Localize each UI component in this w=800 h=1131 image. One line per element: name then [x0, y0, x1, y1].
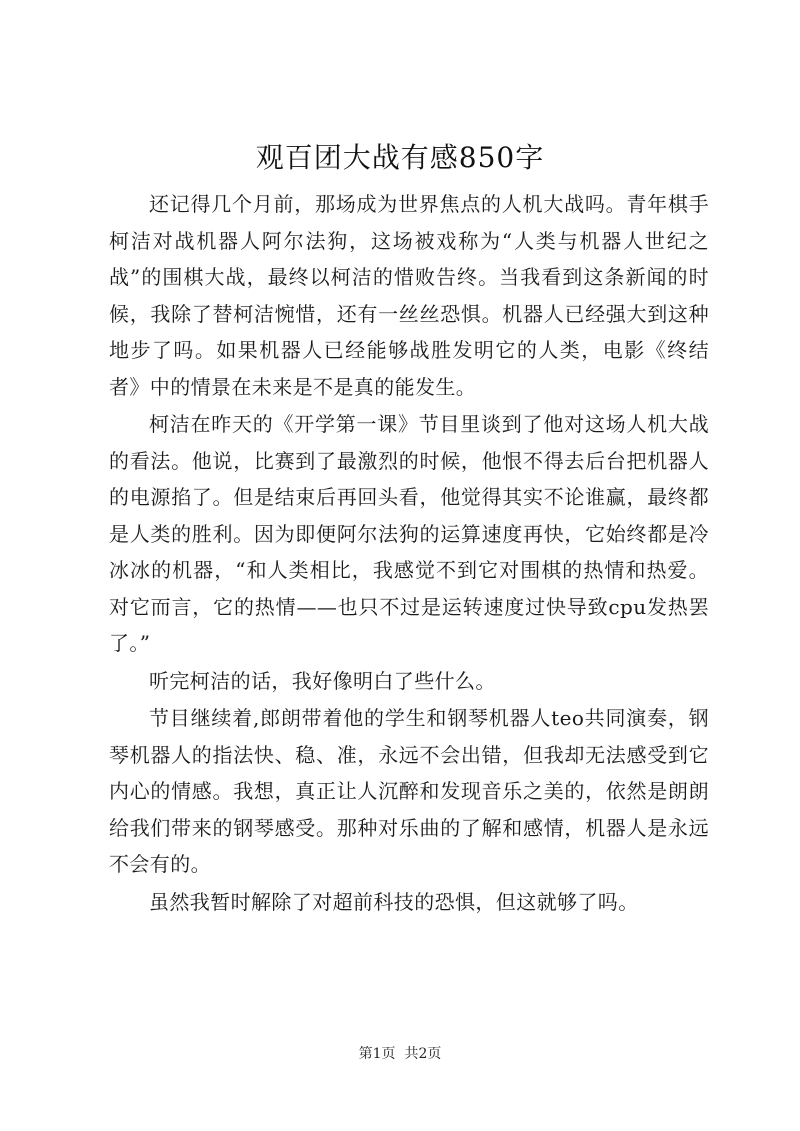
paragraph: 柯洁在昨天的《开学第一课》节目里谈到了他对这场人机大战的看法。他说，比赛到了最激烈的时候，他恨不得去后台把机器人的电源掐了。但是结束后再回头看，他觉得其实不论谁赢，最终都是人类的胜利。因为即便阿尔法狗的运算速度再快，它始终都是冷冰冰的机器，“和人类相比，我感觉不到它对围棋的热情和热爱。对它而言，它的热情——也只不过是运转速度过快导致cpu发热罢了。”: [109, 412, 709, 655]
document-title: 观百团大战有感850字: [255, 141, 545, 174]
paragraph: 听完柯洁的话，我好像明白了些什么。: [149, 668, 496, 693]
document-body: [109, 186, 709, 921]
paragraph: 节目继续着,郎朗带着他的学生和钢琴机器人teo共同演奏，钢琴机器人的指法快、稳、准，永远不会出错，但我却无法感受到它内心的情感。我想，真正让人沉醉和发现音乐之美的，依然是朗朗给我们带来的钢琴感受。那种对乐曲的了解和感情，机器人是永远不会有的。: [109, 706, 709, 876]
paragraph: 还记得几个月前，那场成为世界焦点的人机大战吗。青年棋手柯洁对战机器人阿尔法狗，这场被戏称为“人类与机器人世纪之战”的围棋大战，最终以柯洁的惜败告终。当我看到这条新闻的时候，我除了替柯洁惋惜，还有一丝丝恐惧。机器人已经强大到这种地步了吗。如果机器人已经能够战胜发明它的人类，电影《终结者》中的情景在未来是不是真的能发生。: [109, 192, 709, 399]
page-footer: 第1页 共2页: [358, 1046, 442, 1062]
paragraph: 虽然我暂时解除了对超前科技的恐惧，但这就够了吗。: [149, 889, 639, 914]
